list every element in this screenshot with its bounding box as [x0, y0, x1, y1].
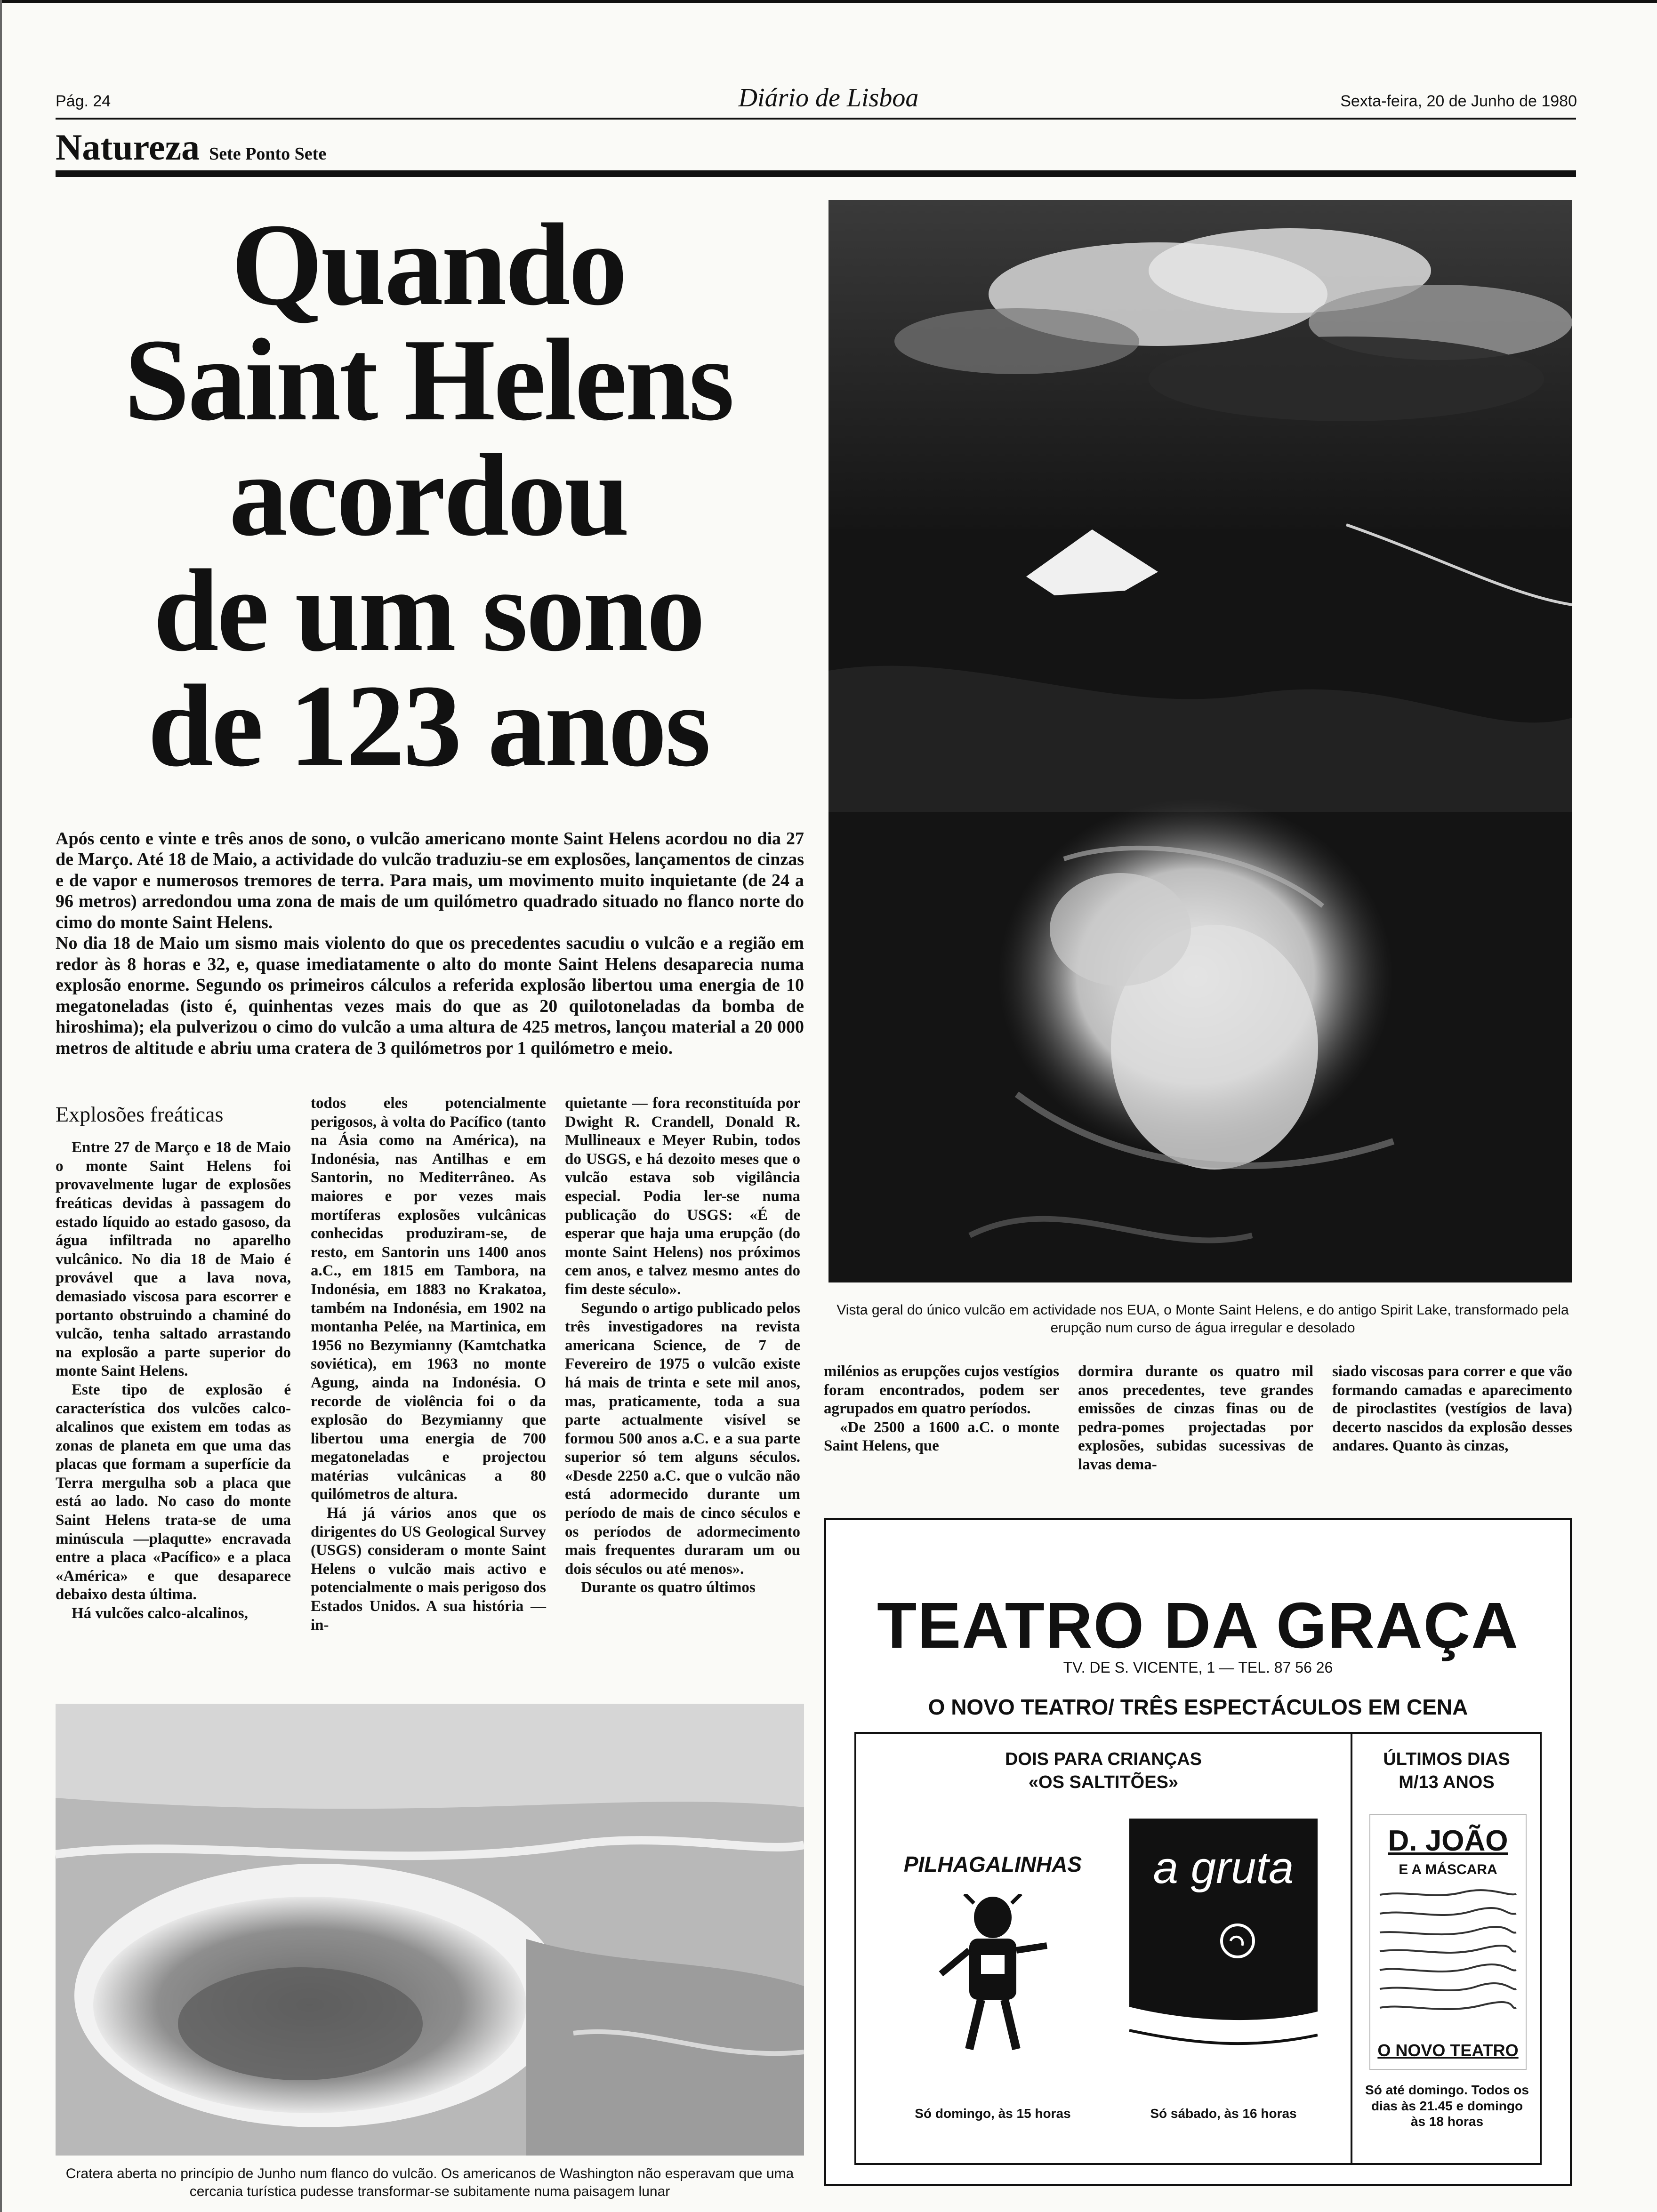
headline-line-1: Quando [231, 200, 626, 330]
paragraph: Há vulcões calco-alcalinos, [72, 1605, 248, 1622]
issue-date: Sexta-feira, 20 de Junho de 1980 [1340, 92, 1577, 110]
poster-title: PILHAGALINHAS [903, 1852, 1082, 1876]
headline-line-3: acordou [229, 430, 628, 561]
subheading: Explosões freáticas [56, 1102, 224, 1126]
paragraph: siado viscosas para correr e que vão formando camadas e aparecimento de piroclastites (vestígios de lava) decerto nascidos da explosão desses andares. Quanto às cinzas, [1332, 1363, 1572, 1455]
section-title [56, 126, 326, 168]
cave-figure-icon [1129, 1913, 1318, 2073]
page-number: Pág. 24 [56, 92, 111, 110]
ad-tagline: O NOVO TEATRO/ TRÊS ESPECTÁCULOS EM CENA [928, 1695, 1468, 1719]
theatre-ad [824, 1518, 1572, 2186]
top-border [0, 0, 1657, 3]
poster-a-gruta [1129, 1819, 1318, 2073]
paragraph: milénios as erupções cujos vestígios foram encontrados, podem ser agrupados em quatro períodos. [824, 1363, 1059, 1418]
column-2 [311, 1094, 546, 1635]
ad-right-heading-line1: ÚLTIMOS DIAS [1383, 1749, 1510, 1769]
paragraph: dormira durante os quatro mil anos precedentes, teve grandes emissões de cinzas finas ou de pedra-pomes projectadas por explosões, subidas sucessivas de lavas dema- [1078, 1363, 1313, 1473]
lede-paragraph: No dia 18 de Maio um sismo mais violento do que os precedentes sacudiu o vulcão e a região em redor às 8 horas e 32, e, quase imediatamente o alto do monte Saint Helens desaparecia numa explosão enorme. Segundo os primeiros cálculos a referida explosão libertou uma energia de 10 megatoneladas (isto é, quinhentas vezes mais do que as 20 quilotoneladas da bomba de hiroshima); ela pulverizou o cimo do vulcão a uma altura de 425 metros, lançou material a 20 000 metros de altitude e abriu uma cratera de 3 quilómetros por 1 quilómetro e meio. [56, 933, 804, 1058]
handwriting-scribble-icon [1377, 1885, 1519, 2027]
headline-line-5: de 123 anos [147, 661, 709, 791]
show3-schedule: Só até domingo. Todos os dias às 21.45 e domingo às 18 horas [1365, 2083, 1529, 2129]
headline-line-2: Saint Helens [124, 315, 733, 445]
ad-right-heading-line2: M/13 ANOS [1399, 1772, 1495, 1793]
paragraph: Há já vários anos que os dirigentes do US Geological Survey (USGS) consideram o monte Saint Helens o vulcão mais activo e potencialmente o mais perigoso dos Estados Unidos. A sua história — in- [311, 1505, 546, 1634]
paragraph: Entre 27 de Março e 18 de Maio o monte Saint Helens foi provavelmente lugar de explosões freáticas devidas à passagem do estado líquido ao estado gasoso, da água infiltrada no aparelho vulcânico. No dia 18 de Maio é provável que a lava nova, demasiado viscosa para escorrer e portanto obstruindo a chaminé do vulcão, tenha saltado arrastando na explosão a parte superior do monte Saint Helens. [56, 1139, 291, 1380]
poster-subtitle: E A MÁSCARA [1399, 1862, 1497, 1877]
crater-photo [56, 1704, 804, 2156]
poster-d-joao [1369, 1814, 1527, 2070]
paragraph: Segundo o artigo publicado pelos três investigadores na revista americana Science, de 7 de Fevereiro de 1975 o vulcão existe há mais de trinta e sete mil anos, mas, praticamente, toda a sua parte actualmente visível se formou 500 anos a.C. e a sua parte superior só tem alguns séculos. «Desde 2250 a.C. que o vulcão não está adormecido durante um período de mais de cinco séculos e os períodos de adormecimento mais frequentes duraram um ou dois séculos ou até menos». [565, 1299, 800, 1578]
column-3 [565, 1094, 800, 1597]
volcano-aerial-photo [828, 200, 1572, 1282]
character-figure-icon [936, 1894, 1049, 2054]
left-border [0, 0, 2, 2212]
photo-caption-bottom: Cratera aberta no princípio de Junho num flanco do vulcão. Os americanos de Washington não esperavam que uma cercania turística pudesse transformar-se subitamente numa paisagem lunar [65, 2166, 794, 2199]
poster-title: D. JOÃO [1388, 1825, 1508, 1857]
section-subtitle: Sete Ponto Sete [209, 144, 327, 164]
ad-right-heading [1352, 1748, 1541, 1795]
column-5 [1078, 1362, 1313, 1475]
column-4 [824, 1362, 1059, 1456]
poster-title: a gruta [1153, 1843, 1294, 1893]
ad-address: TV. DE S. VICENTE, 1 — TEL. 87 56 26 [1063, 1659, 1333, 1676]
paragraph: Este tipo de explosão é característica dos vulcões calco-alcalinos que existem em todas as zonas de planeta em que uma das placas que formam a superfície da Terra mergulha sob a placa que está ao lado. No caso do monte Saint Helens trata-se de uma minúscula —plaqutte» encravada entre a placa «Pacífico» e a placa «América» e que desaparece debaixo desta última. [56, 1381, 291, 1603]
paragraph: todos eles potencialmente perigosos, à volta do Pacífico (tanto na Ásia como na América), na Indonésia, nas Antilhas e em Santorin, no Mediterrâneo. As maiores e por vezes mais mortíferas explosões vulcânicas conhecidas produziram-se, de resto, em Santorin uns 1400 anos a.C., em 1815 em Tambora, na Indonésia, em 1883 no Krakatoa, também na Indonésia, em 1902 na montanha Pelée, na Martinica, em 1956 no Bezymianny (Kamtchatka soviética), em 1963 no monte Agung, ainda na Indonésia. O recorde de violência foi o da explosão do Bezymianny que libertou uma energia de 700 megatoneladas e projectou matérias vulcânicas a 80 quilómetros de altura. [311, 1095, 546, 1503]
ad-left-heading-line1: DOIS PARA CRIANÇAS [1005, 1749, 1202, 1769]
section-rule [56, 170, 1576, 177]
paragraph: Durante os quatro últimos [581, 1579, 756, 1596]
column-6 [1332, 1362, 1572, 1456]
column-1 [56, 1101, 291, 1623]
poster-footer: O NOVO TEATRO [1377, 2041, 1519, 2060]
lede-paragraph: Após cento e vinte e três anos de sono, o vulcão americano monte Saint Helens acordou no dia 27 de Março. Até 18 de Maio, a actividade do vulcão traduziu-se em explosões, lançamentos de cinzas e de vapor e numerosos tremores de terra. Para mais, um movimento muito inquietante (de 24 a 96 metros) arredondou uma zona de mais de um quilómetro quadrado situado no flanco norte do cimo do monte Saint Helens. [56, 829, 804, 932]
show2-schedule: Só sábado, às 16 horas [1150, 2106, 1297, 2121]
ad-left-heading [856, 1748, 1351, 1795]
ad-divider [1351, 1734, 1352, 2163]
masthead-rule [56, 118, 1576, 120]
ad-left-heading-line2: «OS SALTITÕES» [1028, 1772, 1179, 1793]
lede [56, 828, 804, 1058]
photo-caption-top: Vista geral do único vulcão em actividade nos EUA, o Monte Saint Helens, e do antigo Spirit Lake, transformado pela erupção num curso de água irregular e desolado [837, 1302, 1569, 1336]
headline [52, 200, 805, 791]
masthead-title: Diário de Lisboa [738, 83, 919, 112]
show1-schedule: Só domingo, às 15 horas [915, 2106, 1071, 2121]
ad-title: TEATRO DA GRAÇA [877, 1589, 1519, 1662]
section-name: Natureza [56, 127, 200, 168]
ad-shows-box [854, 1732, 1542, 2165]
poster-pilhagalinhas [894, 1837, 1092, 2063]
headline-line-4: de um sono [153, 545, 704, 676]
paragraph: quietante — fora reconstituída por Dwight R. Crandell, Donald R. Mullineaux e Meyer Rubin, todos do USGS, e há dezoito meses que o vulcão estava sob vigilância especial. Podia ler-se numa publicação do USGS: «É de esperar que haja uma erupção (do monte Saint Helens) nos próximos cem anos, e talvez mesmo antes do fim deste século». [565, 1095, 800, 1298]
paragraph: «De 2500 a 1600 a.C. o monte Saint Helens, que [824, 1419, 1059, 1455]
